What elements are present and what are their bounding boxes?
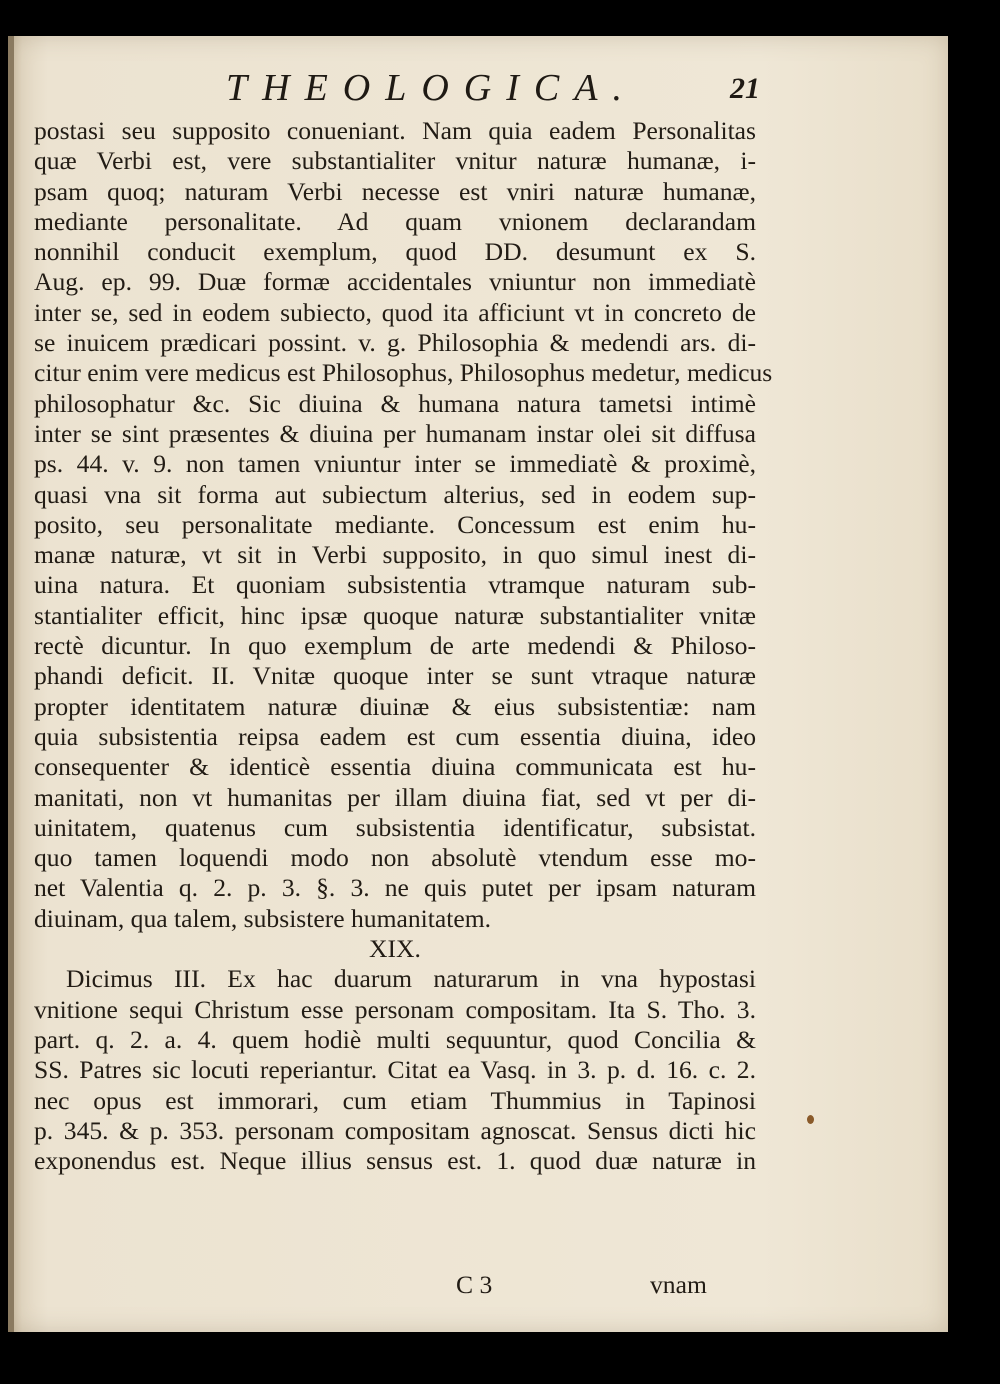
text-line: part. q. 2. a. 4. quem hodiè multi sequuntur, quod Concilia & <box>34 1024 756 1054</box>
text-line: consequenter & identicè essentia diuina communicata est hu- <box>34 752 756 782</box>
text-line: inter se, sed in eodem subiecto, quod ita afficiunt vt in concreto de <box>34 297 756 327</box>
text-line: Dicimus III. Ex hac duarum naturarum in vna hypostasi <box>66 964 756 994</box>
text-line: p. 345. & p. 353. personam compositam agnoscat. Sensus dicti hic <box>34 1115 756 1145</box>
page-number: 21 <box>730 72 760 105</box>
page-footer <box>8 1270 948 1306</box>
text-line: vnitione sequi Christum esse personam compositam. Ita S. Tho. 3. <box>34 994 756 1024</box>
catchword: vnam <box>650 1270 707 1299</box>
text-line: philosophatur &c. Sic diuina & humana natura tametsi intimè <box>34 388 756 418</box>
text-line: posito, seu personalitate mediante. Concessum est enim hu- <box>34 509 756 539</box>
text-line: manæ naturæ, vt sit in Verbi supposito, in quo simul inest di- <box>34 540 756 570</box>
page-text <box>34 116 773 1176</box>
signature-mark: C 3 <box>456 1270 493 1299</box>
text-line: stantialiter efficit, hinc ipsæ quoque naturæ substantialiter vnitæ <box>34 600 756 630</box>
ink-speck <box>807 1115 814 1124</box>
text-line: quasi vna sit forma aut subiectum alterius, sed in eodem sup- <box>34 479 756 509</box>
text-line: diuinam, qua talem, subsistere humanitatem. <box>34 903 492 933</box>
text-line: nec opus est immorari, cum etiam Thummius in Tapinosi <box>34 1085 756 1115</box>
text-line: nonnihil conducit exemplum, quod DD. desumunt ex S. <box>34 237 756 267</box>
section-number: XIX. <box>369 934 421 964</box>
page-header <box>8 66 948 116</box>
text-line: propter identitatem naturæ diuinæ & eius subsistentiæ: nam <box>34 691 756 721</box>
book-page <box>8 36 948 1332</box>
text-line: citur enim vere medicus est Philosophus, Philosophus medetur, medicus <box>34 358 773 388</box>
text-line: ps. 44. v. 9. non tamen vniuntur inter se immediatè & proximè, <box>34 449 756 479</box>
text-line: uina natura. Et quoniam subsistentia vtramque naturam sub- <box>34 570 756 600</box>
text-line: quæ Verbi est, vere substantialiter vnitur naturæ humanæ, i- <box>34 146 756 176</box>
text-line: inter se sint præsentes & diuina per humanam instar olei sit diffusa <box>34 418 756 448</box>
text-line: exponendus est. Neque illius sensus est. 1. quod duæ naturæ in <box>34 1146 756 1176</box>
running-head: THEOLOGICA. <box>226 67 637 109</box>
text-line: manitati, non vt humanitas per illam diuina fiat, sed vt per di- <box>34 782 756 812</box>
page-binding-edge <box>8 36 14 1332</box>
text-line: mediante personalitate. Ad quam vnionem declarandam <box>34 206 756 236</box>
text-line: se inuicem prædicari possint. v. g. Philosophia & medendi ars. di- <box>34 328 756 358</box>
text-line: net Valentia q. 2. p. 3. §. 3. ne quis putet per ipsam naturam <box>34 873 756 903</box>
text-line: uinitatem, quatenus cum subsistentia identificatur, subsistat. <box>34 812 756 842</box>
text-line: phandi deficit. II. Vnitæ quoque inter se sunt vtraque naturæ <box>34 661 756 691</box>
text-line: quo tamen loquendi modo non absolutè vtendum esse mo- <box>34 843 756 873</box>
text-line: Aug. ep. 99. Duæ formæ accidentales vniuntur non immediatè <box>34 267 756 297</box>
text-line: postasi seu supposito conueniant. Nam quia eadem Personalitas <box>34 116 756 145</box>
text-line: psam quoq; naturam Verbi necesse est vniri naturæ humanæ, <box>34 176 756 206</box>
text-line: SS. Patres sic locuti reperiantur. Citat ea Vasq. in 3. p. d. 16. c. 2. <box>34 1055 756 1085</box>
text-line: quia subsistentia reipsa eadem est cum essentia diuina, ideo <box>34 721 756 751</box>
text-line: rectè dicuntur. In quo exemplum de arte medendi & Philoso- <box>34 631 756 661</box>
